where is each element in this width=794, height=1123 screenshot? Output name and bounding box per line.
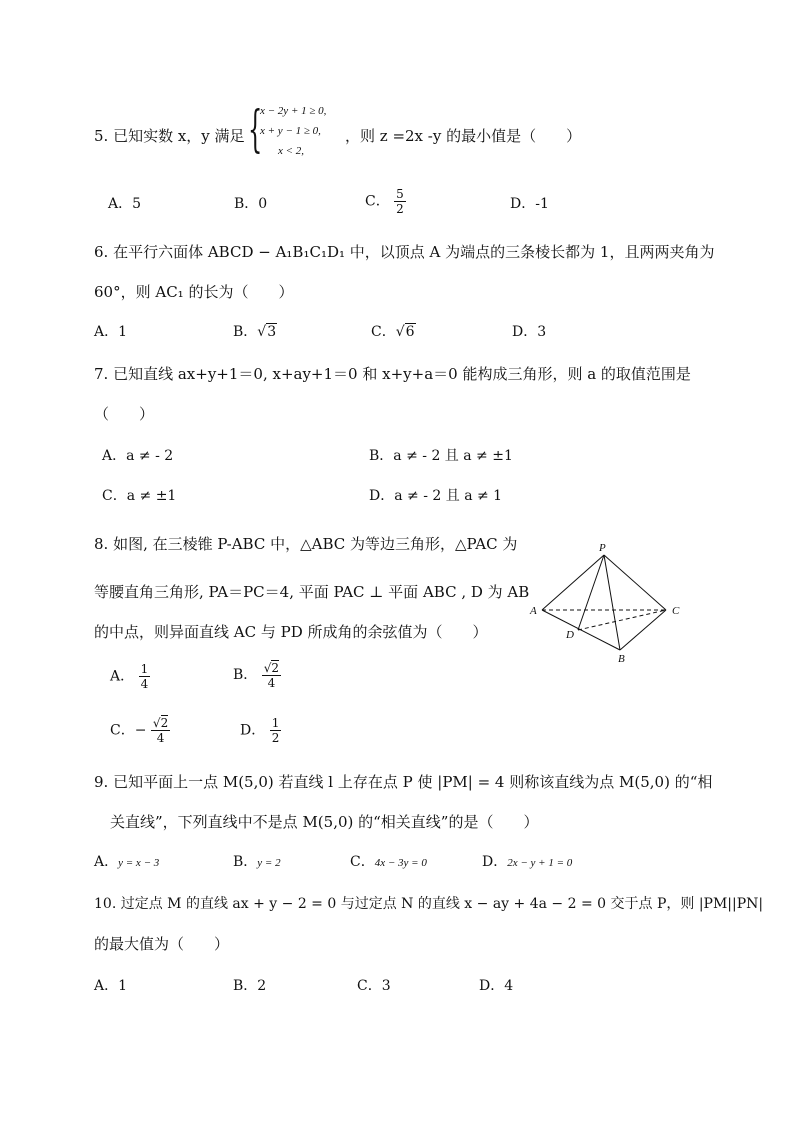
radicand: 3 [267, 324, 277, 340]
fraction-numerator: 5 [396, 187, 404, 201]
fraction-denominator: 2 [396, 202, 404, 216]
q10-line-1: 10. 过定点 M 的直线 ax + y − 2 = 0 与过定点 N 的直线 x − ay + 4a − 2 = 0 交于点 P，则 |PM||PN| [94, 896, 764, 912]
q7-option-b: B．a ≠ - 2 且 a ≠ ±1 [369, 448, 513, 464]
label-d: D [566, 629, 574, 641]
q6-option-a: A．1 [94, 324, 128, 340]
fraction-numerator: 1 [140, 662, 149, 676]
q9-option-d-expr: 2x − y + 1 = 0 [507, 857, 573, 869]
q8-option-d [240, 716, 281, 745]
edge-pc [604, 555, 666, 610]
q6-option-b-label: B． [233, 324, 258, 340]
q8-option-a-label: A． [110, 668, 135, 685]
q10-option-c: C．3 [357, 978, 391, 994]
edge-dc-dashed [578, 610, 666, 630]
q9-line-1: 9. 已知平面上一点 M(5,0) 若直线 l 上存在点 P 使 |PM| = 4 则称该直线为点 M(5,0) 的“相 [94, 773, 713, 791]
q9-option-d-label: D． [482, 854, 508, 870]
q5-system-row-3: x < 2, [278, 145, 305, 157]
q9-option-a-expr: y = x − 3 [118, 857, 160, 869]
q9-option-c-expr: 4x − 3y = 0 [374, 857, 427, 869]
q6-option-d: D．3 [512, 324, 547, 340]
q5-system-row-2: x + y − 1 ≥ 0, [260, 125, 321, 137]
q9-option-b-expr: y = 2 [257, 857, 281, 869]
q9-option-b-label: B． [233, 854, 258, 870]
radicand: 6 [405, 324, 415, 340]
q8-option-a [110, 662, 150, 691]
q5-option-d: D．-1 [510, 196, 549, 212]
q7-line-2: （ ） [94, 405, 155, 423]
label-p: P [599, 542, 606, 554]
q7-option-a: A．a ≠ - 2 [102, 448, 174, 464]
fraction-numerator: √2 [152, 716, 169, 730]
q5-option-a: A．5 [108, 196, 142, 212]
q9-option-c [350, 852, 427, 873]
edge-pb [604, 555, 620, 650]
brace-icon: { [248, 100, 263, 158]
q5-option-c [365, 187, 406, 216]
q8-option-c [110, 716, 170, 745]
q9-option-c-label: C． [350, 854, 375, 870]
q6-option-c-label: C． [371, 324, 396, 340]
fraction-denominator: 2 [271, 731, 280, 745]
q5-system-row-1: x − 2y + 1 ≥ 0, [260, 105, 327, 117]
fraction-denominator: 4 [267, 676, 276, 690]
q10-option-a: A．1 [94, 978, 128, 994]
q7-line-1: 7. 已知直线 ax+y+1＝0, x+ay+1＝0 和 x+y+a＝0 能构成三角形，则 a 的取值范围是 [94, 365, 691, 383]
q9-option-a [94, 852, 159, 873]
label-c: C [672, 605, 680, 617]
q5-option-b: B．0 [234, 196, 268, 212]
q8-option-d-label: D． [240, 722, 266, 739]
radicand: 2 [271, 661, 280, 675]
q9-option-a-label: A． [94, 854, 119, 870]
q8-line-2: 等腰直角三角形, PA＝PC＝4, 平面 PAC ⊥ 平面 ABC , D 为 AB [94, 583, 530, 601]
fraction-denominator: 4 [156, 731, 165, 745]
q8-option-c-label: C． [110, 722, 135, 739]
sqrt-icon: √3 [257, 324, 277, 340]
q8-option-b-label: B． [233, 667, 258, 683]
q8-option-d-fraction [270, 716, 282, 745]
minus-sign: − [134, 722, 147, 739]
q8-line-3: 的中点，则异面直线 AC 与 PD 所成角的余弦值为（ ） [94, 623, 488, 641]
fraction-numerator: √2 [263, 661, 280, 675]
q8-option-b-fraction [262, 660, 281, 690]
q9-option-b [233, 852, 281, 873]
q5-suffix: ，则 z =2x -y 的最小值是（ ） [345, 127, 582, 145]
q5-prefix: 5. 已知实数 x，y 满足 [94, 127, 245, 145]
fraction-numerator: 1 [271, 716, 280, 730]
q10-line-2: 的最大值为（ ） [94, 935, 230, 953]
label-a: A [530, 605, 537, 617]
q6-option-b [233, 322, 277, 342]
q6-line-1: 6. 在平行六面体 ABCD − A₁B₁C₁D₁ 中，以顶点 A 为端点的三条棱长都为 1，且两两夹角为 [94, 243, 715, 261]
q5-system [248, 100, 348, 163]
q7-option-c: C．a ≠ ±1 [102, 488, 177, 504]
q8-option-b [233, 660, 281, 690]
edge-bc [620, 610, 666, 650]
q6-line-2: 60°，则 AC₁ 的长为（ ） [94, 283, 294, 301]
fraction-denominator: 4 [140, 677, 149, 691]
q6-option-c [371, 322, 416, 342]
q5-option-c-label: C． [365, 193, 390, 210]
q7-option-d: D．a ≠ - 2 且 a ≠ 1 [369, 488, 503, 504]
q8-option-c-fraction [151, 716, 170, 745]
q9-line-2: 关直线”，下列直线中不是点 M(5,0) 的“相关直线”的是（ ） [110, 813, 539, 831]
q10-option-b: B．2 [233, 978, 267, 994]
label-b: B [618, 653, 625, 665]
pyramid-figure [525, 540, 695, 665]
q9-option-d [482, 852, 572, 873]
sqrt-icon: √6 [395, 324, 415, 340]
q5-option-c-fraction [394, 187, 406, 216]
q10-option-d: D．4 [479, 978, 514, 994]
radicand: 2 [160, 716, 169, 730]
q8-option-a-fraction [139, 662, 151, 691]
edge-ab [542, 610, 620, 650]
q8-line-1: 8. 如图, 在三棱锥 P-ABC 中，△ABC 为等边三角形，△PAC 为 [94, 535, 518, 553]
